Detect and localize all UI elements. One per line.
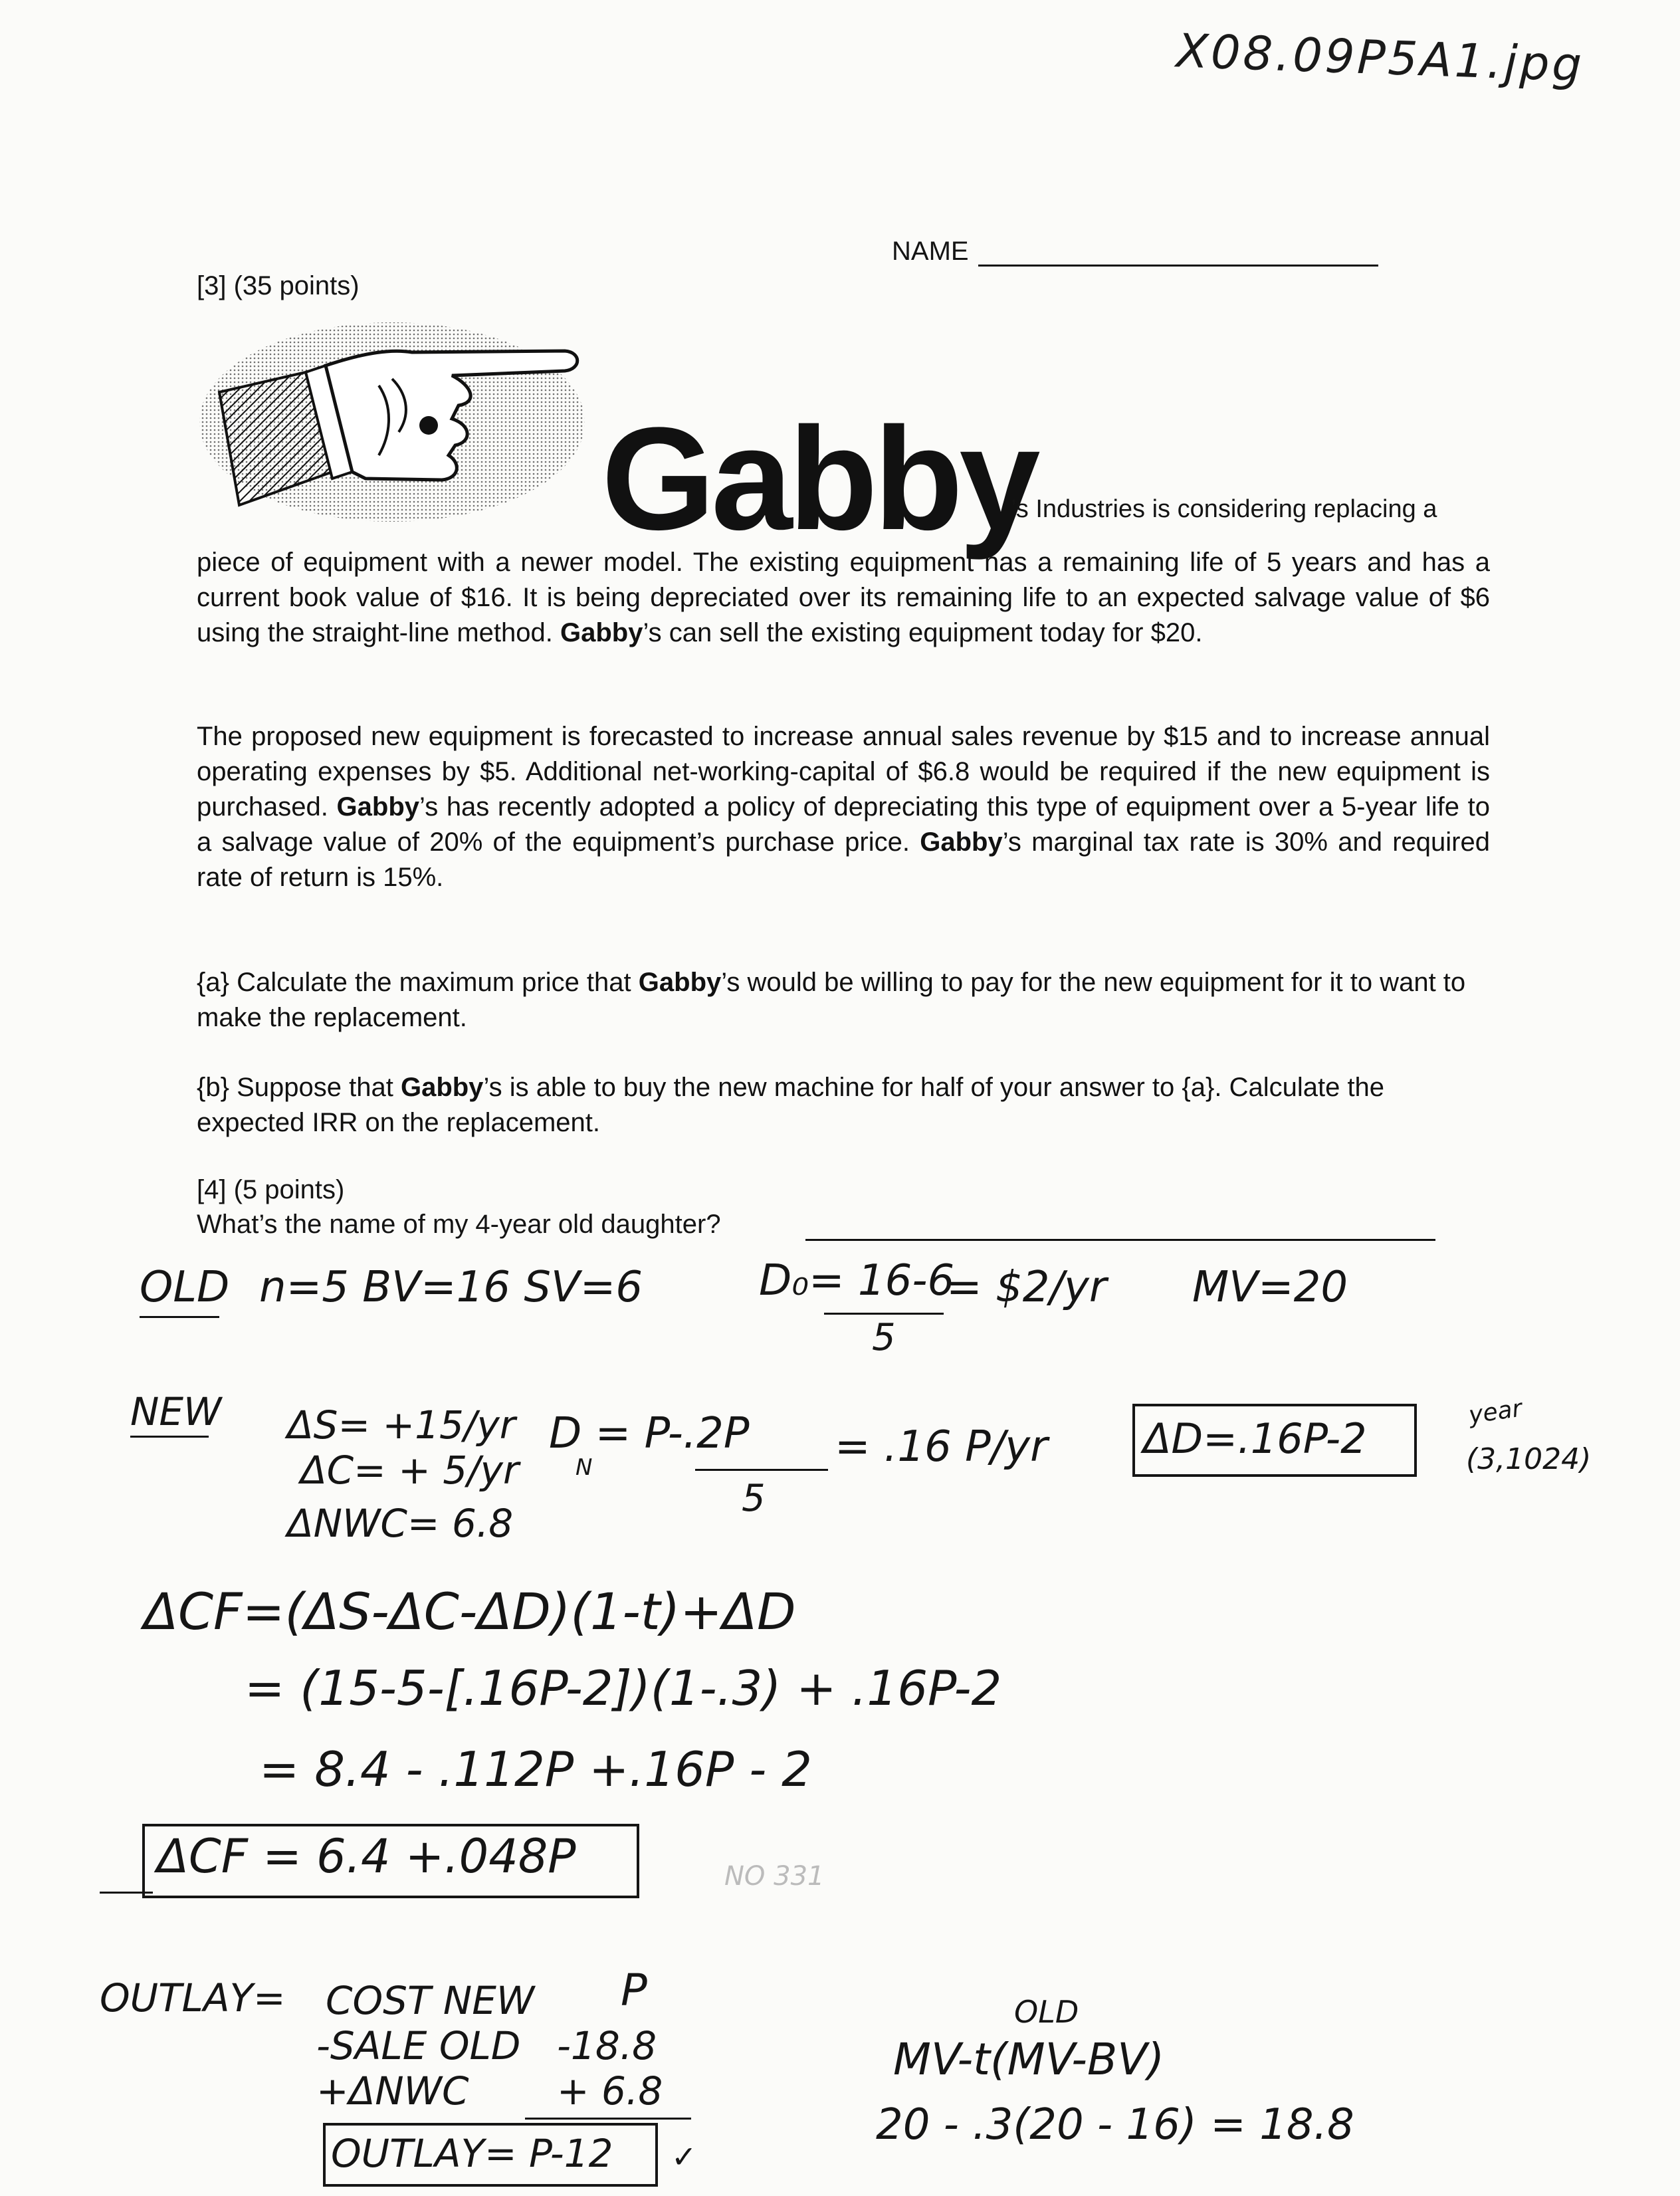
hw-d-old-fraction-bar xyxy=(824,1313,944,1315)
hw-d-old-numerator: D₀= 16-6 xyxy=(759,1256,955,1305)
q3-part-a-1: {a} Calculate the maximum price that xyxy=(197,968,631,997)
q3-part-b xyxy=(197,1070,1490,1141)
hw-outlay-sale-old-value: -18.8 xyxy=(557,2023,657,2068)
hw-mv-formula: MV-t(MV-BV) xyxy=(893,2034,1165,2085)
hw-d-new-result: = .16 P/yr xyxy=(835,1422,1048,1472)
q3-part-b-bold: Gabby xyxy=(400,1073,484,1102)
q4-question: What’s the name of my 4-year old daughter? xyxy=(197,1210,721,1239)
q3-part-b-1: {b} Suppose that xyxy=(197,1073,393,1102)
company-logo-word: Gabby xyxy=(601,397,1037,560)
hw-delta-d: ΔD=.16P-2 xyxy=(1143,1414,1367,1463)
hw-delta-sales: ΔS= +15/yr xyxy=(287,1402,516,1448)
hw-mv-calculation: 20 - .3(20 - 16) = 18.8 xyxy=(876,2100,1354,2149)
hw-mv-old: MV=20 xyxy=(1192,1263,1348,1312)
q3-para2-bold1: Gabby xyxy=(336,792,420,822)
name-label: NAME xyxy=(892,237,969,266)
hw-d-old-result: = $2/yr xyxy=(946,1263,1107,1312)
hw-acf-simplified: = 8.4 - .112P +.16P - 2 xyxy=(259,1741,812,1797)
q4-answer-line xyxy=(805,1239,1435,1241)
q3-part-a xyxy=(197,965,1490,1036)
file-name-handwritten: X08.09P5A1.jpg xyxy=(1175,23,1586,92)
q3-para2-bold2: Gabby xyxy=(920,827,1003,857)
hw-margin-note-value: (3,1024) xyxy=(1466,1442,1592,1476)
hw-outlay-label: OUTLAY= xyxy=(100,1975,286,2021)
hw-old-label: OLD xyxy=(140,1263,230,1312)
name-blank-line xyxy=(978,265,1378,267)
hw-d-new-subscript: N xyxy=(576,1454,593,1481)
check-mark-icon: ✓ xyxy=(671,2139,697,2175)
q3-part-b-2: ’s is able to buy the new machine for half of your answer to {a}. Calculate the expected IRR on the replacement. xyxy=(197,1073,1385,1137)
hw-acf-arrow-stroke xyxy=(100,1892,153,1894)
q3-heading: [3] (35 points) xyxy=(197,271,360,300)
hw-d-old-denominator: 5 xyxy=(872,1316,896,1359)
pointing-hand-icon xyxy=(193,312,591,532)
hw-outlay-nwc-value: + 6.8 xyxy=(557,2068,663,2114)
q3-para1-end: ’s can sell the existing equipment today for $20. xyxy=(643,618,1203,647)
q3-para2-b: ’s has recently adopted a policy of depreciating this type of equipment over a 5-year life to a salvage value of 20% of the equipment’s purchase price. xyxy=(197,792,1490,857)
hw-margin-note-year: year xyxy=(1467,1394,1524,1430)
hw-acf-formula: ΔCF=(ΔS-ΔC-ΔD)(1-t)+ΔD xyxy=(144,1582,796,1641)
q3-paragraph-2 xyxy=(197,719,1490,895)
q4-heading: [4] (5 points) xyxy=(197,1175,345,1204)
q3-intro-tail: ’s Industries is considering replacing a xyxy=(1011,495,1437,523)
hw-outlay-sum-line xyxy=(525,2118,691,2120)
hw-old-underline xyxy=(140,1316,219,1318)
hw-d-new-numerator: D = P-.2P xyxy=(549,1409,750,1458)
q3-para2-a: The proposed new equipment is forecasted to increase annual sales revenue by $15 and to increase annual operating expenses by $5. Additional net-working-capital of $6.8 would be required if the new equipment is purchased. xyxy=(197,722,1490,822)
hw-outlay-cost-new-value: P xyxy=(621,1965,647,2016)
hw-acf-result: ΔCF = 6.4 +.048P xyxy=(157,1829,576,1884)
hw-acf-substitution: = (15-5-[.16P-2])(1-.3) + .16P-2 xyxy=(245,1660,1002,1716)
hw-new-label: NEW xyxy=(130,1389,222,1434)
hw-faint-note: NO 331 xyxy=(724,1861,825,1892)
q3-para2-c: ’s marginal tax rate is 30% and required rate of return is 15%. xyxy=(197,827,1490,892)
q3-para1-bold: Gabby xyxy=(560,618,643,647)
q3-paragraph-1 xyxy=(197,545,1490,651)
hw-delta-costs: ΔC= + 5/yr xyxy=(300,1448,519,1493)
hw-old-values: n=5 BV=16 SV=6 xyxy=(259,1263,643,1312)
hw-outlay-nwc-label: +ΔNWC xyxy=(316,2068,469,2114)
hw-outlay-cost-new-label: COST NEW xyxy=(326,1978,535,2023)
hw-new-underline xyxy=(130,1436,209,1438)
q3-part-a-2: ’s would be willing to pay for the new equipment for it to want to make the replacement. xyxy=(197,968,1466,1032)
q3-para1-text: piece of equipment with a newer model. The existing equipment has a remaining life of 5 years and has a current book value of $16. It is being depreciated over its remaining life to an expected salvage value of $6 using the straight-line method. xyxy=(197,548,1490,647)
q3-part-a-bold: Gabby xyxy=(638,968,722,997)
hw-delta-nwc: ΔNWC= 6.8 xyxy=(287,1501,514,1546)
hw-outlay-sale-old-label: -SALE OLD xyxy=(316,2023,521,2068)
hw-old-small-label: OLD xyxy=(1014,1994,1079,2030)
hw-d-new-fraction-bar xyxy=(695,1469,828,1471)
hw-d-new-denominator: 5 xyxy=(742,1477,766,1520)
hw-outlay-result: OUTLAY= P-12 xyxy=(331,2131,613,2176)
